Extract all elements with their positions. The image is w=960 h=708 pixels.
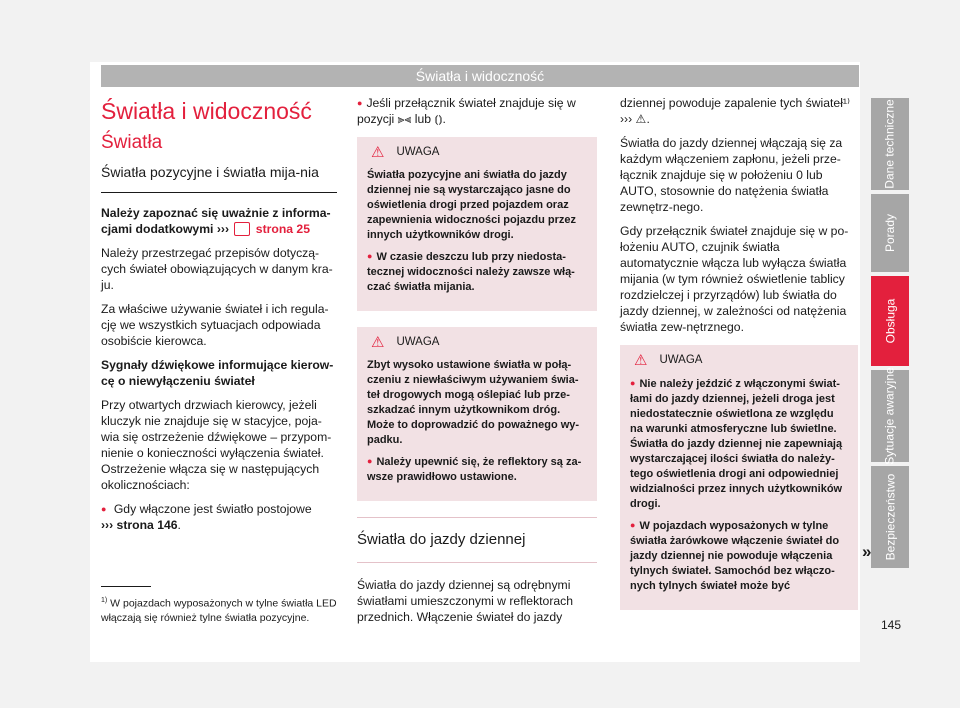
info-note xyxy=(101,205,337,237)
page-link[interactable]: strona 25 xyxy=(255,222,310,236)
section-title: Światła xyxy=(101,132,163,153)
tab-label: Dane techniczne xyxy=(883,99,898,189)
warning-box xyxy=(357,327,597,501)
xref-arrows: ››› xyxy=(216,222,230,236)
list-item-text: Gdy włączone jest światło postojowe xyxy=(113,502,312,516)
subsection-title: Światła pozycyjne i światła mija-nia xyxy=(101,163,337,193)
warning-title: UWAGA xyxy=(396,146,440,158)
paragraph: dziennej powoduje zapalenie tych świateł¹⁾ ››› ⚠. xyxy=(620,96,850,126)
warning-bullet: ● Nie należy jeździć z włączonymi świat-łami do jazdy dziennej, jeżeli droga jest niedostatecznie oświetlona ze względu na warunki atmosferyczne lub świetlne. Światła do jazdy dziennej nie zapewniają wystarczającej ilości światła do należy-tego oświetlenia drogi ani odpowiedniej widzialności przez innych użytkowników drogi. xyxy=(630,376,848,512)
column-2 xyxy=(357,95,597,633)
tab-dane-techniczne[interactable] xyxy=(871,98,909,190)
warning-text: Światła pozycyjne ani światła do jazdy dziennej nie są wystarczająco jasne do oświetlenia drogi przed pojazdem oraz zapewnienia widoczności pojazdu przez innych użytkowników drogi. xyxy=(367,169,577,241)
paragraph: Światła do jazdy dziennej są odrębnymi światłami umieszczonymi w reflektorach przednich. Włączenie świateł do jazdy xyxy=(357,578,574,624)
page-header: Światła i widoczność xyxy=(101,65,859,87)
tab-sytuacje-awaryjne[interactable] xyxy=(871,367,909,465)
warning-icon: ⚠ xyxy=(634,352,648,369)
warning-header xyxy=(367,335,587,350)
warning-text: Zbyt wysoko ustawione światła w połą-czeniu z niewłaściwym używaniem świa-teł drogowych mogą oślepiać lub prze-szkadzać innym użytkownikom dróg. Może to doprowadzić do poważnego wy-padku. xyxy=(367,359,580,446)
section-heading: Światła do jazdy dziennej xyxy=(357,517,597,563)
warning-icon: ⚠ xyxy=(371,334,385,351)
footnote-divider xyxy=(101,586,151,587)
tab-porady[interactable] xyxy=(871,194,909,272)
warning-box xyxy=(357,137,597,311)
chapter-title: Światła i widoczność xyxy=(101,98,312,124)
page-number: 145 xyxy=(881,618,902,632)
list-item-end: . xyxy=(177,518,181,532)
book-icon xyxy=(234,222,250,236)
warning-bullet: ● W pojazdach wyposażonych w tylne światła żarówkowe włączenie świateł do jazdy dziennej nie powoduje włączenia tylnych świateł. Samochód bez włączo-nych tylnych świateł może być xyxy=(630,518,848,594)
warning-bullet: ● W czasie deszczu lub przy niedosta-tecznej widoczności należy zawsze włą-czać światła mijania. xyxy=(367,249,587,295)
tab-obsluga[interactable] xyxy=(871,276,909,366)
paragraph: Światła do jazdy dziennej włączają się za każdym włączeniem zapłonu, jeżeli prze-łącznik znajduje się w położeniu 0 lub AUTO, stosownie do natężenia światła zewnętrz-nego. xyxy=(620,136,843,214)
warning-header xyxy=(367,145,587,160)
column-1 xyxy=(101,95,337,541)
tab-label: Porady xyxy=(883,213,897,253)
warning-box xyxy=(620,345,858,610)
paragraph: Gdy przełącznik świateł znajduje się w po-łożeniu AUTO, czujnik światła automatycznie włącza lub wyłącza światła mijania (w tym również oświetlenie tablicy rozdzielczej i przyrządów) lub światła do jazdy dziennej, w zależności od natężenia światła zew-nętrznego. xyxy=(620,224,849,334)
column-3 xyxy=(620,95,858,626)
warning-header xyxy=(630,353,848,368)
tab-label: Bezpieczeństwo xyxy=(883,473,897,561)
tab-bezpieczenstwo[interactable] xyxy=(871,466,909,568)
list-item: ● Jeśli przełącznik świateł znajduje się w pozycji ⫸⫷ lub ⦅⦆. xyxy=(357,95,597,127)
paragraph: Przy otwartych drzwiach kierowcy, jeżeli kluczyk nie znajduje się w stacyjce, poja-wia się ostrzeżenie dźwiękowe – przypom-nienie o konieczności wyłączenia świateł. Ostrzeżenie włącza się w następujących okolicznościach: xyxy=(101,398,332,492)
page-link[interactable]: ››› strona 146 xyxy=(101,518,178,532)
info-note-text: Należy zapoznać się uważnie z informa-cjami dodatkowymi xyxy=(101,206,331,236)
paragraph: Za właściwe używanie świateł i ich regula-cję we wszystkich sytuacjach odpowiada osobiście kierowca. xyxy=(101,302,329,348)
warning-title: UWAGA xyxy=(396,336,440,348)
chapter-sidebar xyxy=(871,98,909,572)
continue-arrow: » xyxy=(862,542,872,561)
footnote-mark: 1) xyxy=(101,597,108,604)
list-item xyxy=(101,501,337,533)
tab-label: Obsługa xyxy=(883,298,898,344)
warning-bullet: ● Należy upewnić się, że reflektory są za-wsze prawidłowo ustawione. xyxy=(367,454,587,485)
paragraph: Należy przestrzegać przepisów dotyczą-cych świateł obowiązujących w danym kra-ju. xyxy=(101,246,333,292)
footnote xyxy=(101,594,341,625)
warning-icon: ⚠ xyxy=(371,144,385,161)
subheading: Sygnały dźwiękowe informujące kierow-cę o niewyłączeniu świateł xyxy=(101,358,334,388)
warning-title: UWAGA xyxy=(659,354,703,366)
footnote-text: W pojazdach wyposażonych w tylne światła LED włączają się również tylne światła pozycyjne. xyxy=(101,597,337,624)
tab-label: Sytuacje awaryjne xyxy=(883,367,898,465)
